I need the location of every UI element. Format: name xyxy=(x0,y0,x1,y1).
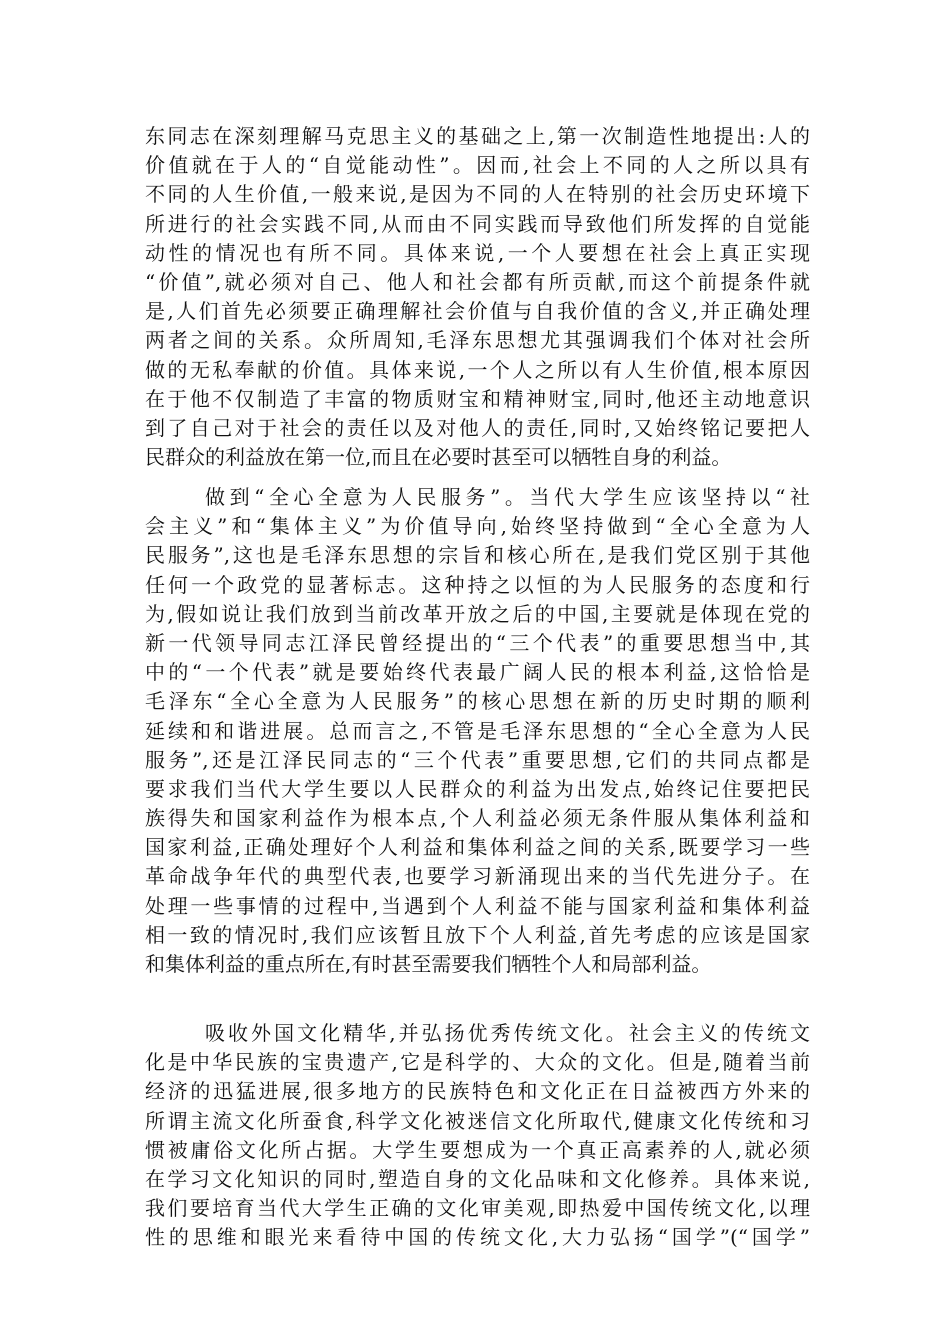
paragraph-line: 惯被庸俗文化所占据。大学生要想成为一个真正高素养的人,就必须 xyxy=(145,1137,810,1162)
paragraph-line: 吸收外国文化精华,并弘扬优秀传统文化。社会主义的传统文 xyxy=(205,1021,810,1045)
paragraph-line: 在学习文化知识的同时,塑造自身的文化品味和文化修养。具体来说, xyxy=(145,1166,810,1191)
paragraph-line: 国家利益,正确处理好个人利益和集体利益之间的关系,既要学习一些 xyxy=(145,835,810,860)
paragraph-line: 革命战争年代的典型代表,也要学习新涌现出来的当代先进分子。在 xyxy=(145,864,810,889)
paragraph-human-value xyxy=(145,122,810,472)
paragraph-line: 我们要培育当代大学生正确的文化审美观,即热爱中国传统文化,以理 xyxy=(145,1196,810,1221)
paragraph-line: “价值”,就必须对自己、他人和社会都有所贡献,而这个前提条件就 xyxy=(145,269,810,294)
paragraph-line: 和集体利益的重点所在,有时甚至需要我们牺牲个人和局部利益。 xyxy=(145,952,712,976)
paragraph-line: 为,假如说让我们放到当前改革开放之后的中国,主要就是体现在党的 xyxy=(145,601,810,626)
paragraph-line: 性的思维和眼光来看待中国的传统文化,大力弘扬“国学”(“国学” xyxy=(145,1225,810,1250)
paragraph-line: 要求我们当代大学生要以人民群众的利益为出发点,始终记住要把民 xyxy=(145,776,810,801)
paragraph-line: 不同的人生价值,一般来说,是因为不同的人在特别的社会历史环境下 xyxy=(145,182,810,207)
paragraph-line: 经济的迅猛进展,很多地方的民族特色和文化正在日益被西方外来的 xyxy=(145,1079,810,1104)
paragraph-line: 是,人们首先必须要正确理解社会价值与自我价值的含义,并正确处理 xyxy=(145,299,810,324)
paragraph-line: 民群众的利益放在第一位,而且在必要时甚至可以牺牲自身的利益。 xyxy=(145,445,732,470)
paragraph-line: 所谓主流文化所蚕食,科学文化被迷信文化所取代,健康文化传统和习 xyxy=(145,1108,810,1133)
paragraph-line: 服务”,还是江泽民同志的“三个代表”重要思想,它们的共同点都是 xyxy=(145,747,810,772)
paragraph-line: 所进行的社会实践不同,从而由不同实践而导致他们所发挥的自觉能 xyxy=(145,211,810,236)
paragraph-line: 延续和和谐进展。总而言之,不管是毛泽东思想的“全心全意为人民 xyxy=(145,718,810,743)
paragraph-line: 到了自己对于社会的责任以及对他人的责任,同时,又始终铭记要把人 xyxy=(145,415,810,440)
paragraph-line: 做到“全心全意为人民服务”。当代大学生应该坚持以“社 xyxy=(205,485,810,509)
paragraph-line: 做的无私奉献的价值。具体来说,一个人之所以有人生价值,根本原因 xyxy=(145,357,810,382)
paragraph-serve-the-people xyxy=(145,483,810,979)
paragraph-culture xyxy=(145,1019,810,1253)
paragraph-line: 毛泽东“全心全意为人民服务”的核心思想在新的历史时期的顺利 xyxy=(145,689,810,714)
paragraph-line: 东同志在深刻理解马克思主义的基础之上,第一次制造性地提出:人的 xyxy=(145,124,810,148)
paragraph-line: 在于他不仅制造了丰富的物质财宝和精神财宝,同时,他还主动地意识 xyxy=(145,386,810,411)
paragraph-line: 处理一些事情的过程中,当遇到个人利益不能与国家利益和集体利益 xyxy=(145,893,810,918)
paragraph-line: 相一致的情况时,我们应该暂且放下个人利益,首先考虑的应该是国家 xyxy=(145,922,810,947)
paragraph-line: 化是中华民族的宝贵遗产,它是科学的、大众的文化。但是,随着当前 xyxy=(145,1050,810,1075)
paragraph-line: 两者之间的关系。众所周知,毛泽东思想尤其强调我们个体对社会所 xyxy=(145,328,810,353)
paragraph-line: 会主义”和“集体主义”为价值导向,始终坚持做到“全心全意为人 xyxy=(145,514,810,539)
paragraph-line: 族得失和国家利益作为根本点,个人利益必须无条件服从集体利益和 xyxy=(145,806,810,831)
paragraph-line: 动性的情况也有所不同。具体来说,一个人要想在社会上真正实现 xyxy=(145,240,810,265)
paragraph-line: 任何一个政党的显著标志。这种持之以恒的为人民服务的态度和行 xyxy=(145,572,810,597)
paragraph-line: 新一代领导同志江泽民曾经提出的“三个代表”的重要思想当中,其 xyxy=(145,630,810,655)
paragraph-line: 民服务”,这也是毛泽东思想的宗旨和核心所在,是我们党区别于其他 xyxy=(145,543,810,568)
paragraph-line: 中的“一个代表”就是要始终代表最广阔人民的根本利益,这恰恰是 xyxy=(145,660,810,685)
paragraph-line: 价值就在于人的“自觉能动性”。因而,社会上不同的人之所以具有 xyxy=(145,153,810,178)
